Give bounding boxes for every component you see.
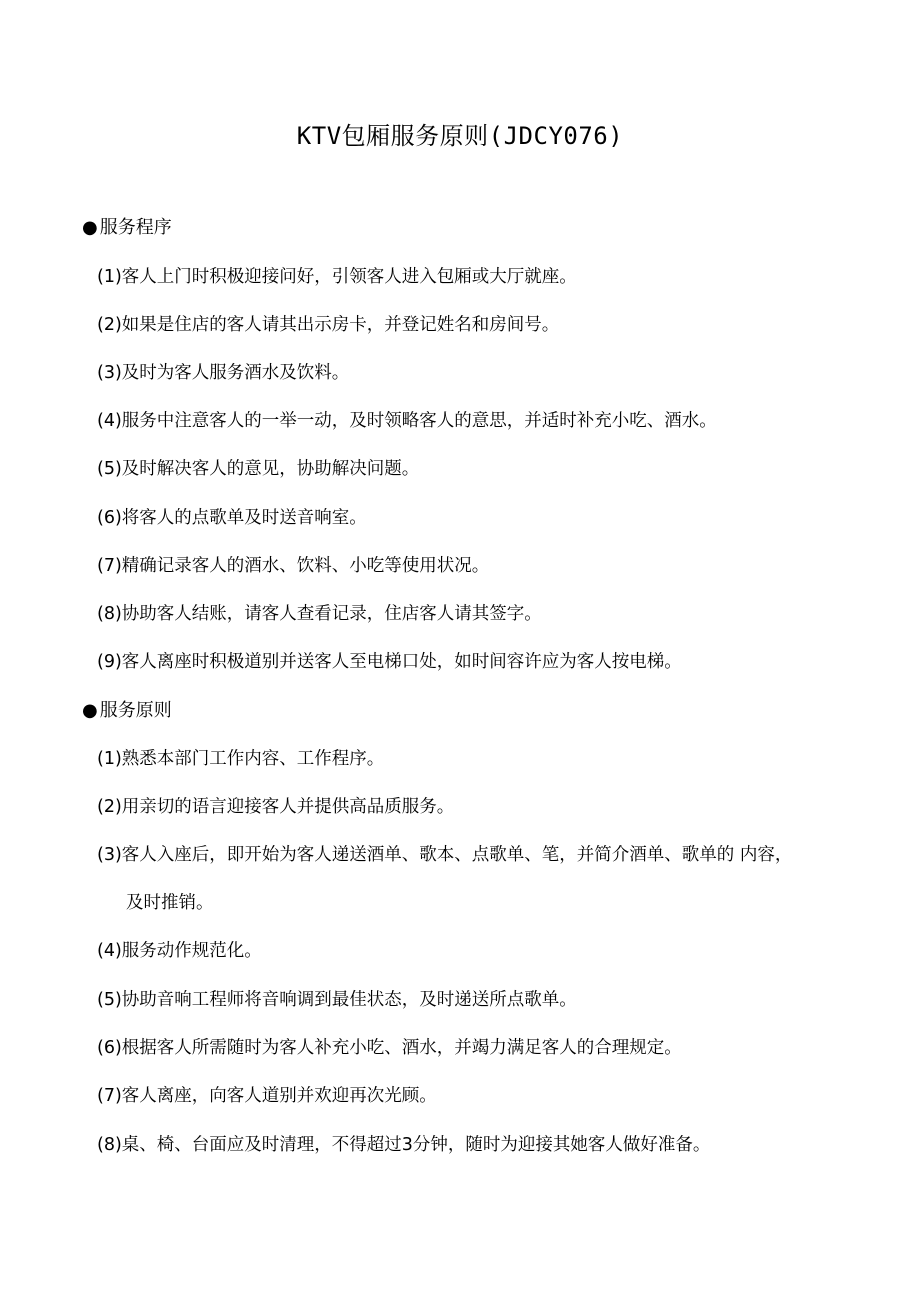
- list-item: (1)熟悉本部门工作内容、工作程序。: [97, 749, 385, 769]
- list-item: (8)协助客人结账，请客人查看记录，住店客人请其签字。: [97, 604, 542, 624]
- bullet-icon: ●: [82, 217, 98, 238]
- list-item: (5)及时解决客人的意见，协助解决问题。: [97, 459, 420, 479]
- document-title: KTV包厢服务原则(JDCY076): [296, 122, 624, 150]
- list-item: (7)精确记录客人的酒水、饮料、小吃等使用状况。: [97, 556, 490, 576]
- list-item-continuation: 及时推销。: [126, 893, 214, 913]
- list-item: (3)客人入座后，即开始为客人递送酒单、歌本、点歌单、笔，并简介酒单、歌单的 内容，: [97, 845, 793, 865]
- list-item: (2)用亲切的语言迎接客人并提供高品质服务。: [97, 797, 455, 817]
- list-item: (4)服务中注意客人的一举一动，及时领略客人的意思，并适时补充小吃、酒水。: [97, 411, 717, 431]
- list-item: (5)协助音响工程师将音响调到最佳状态，及时递送所点歌单。: [97, 990, 577, 1010]
- list-item: (2)如果是住店的客人请其出示房卡，并登记姓名和房间号。: [97, 315, 560, 335]
- bullet-icon: ●: [82, 700, 98, 721]
- list-item: (9)客人离座时积极道别并送客人至电梯口处，如时间容许应为客人按电梯。: [97, 652, 682, 672]
- list-item: (6)将客人的点歌单及时送音响室。: [97, 508, 367, 528]
- list-item: (8)桌、椅、台面应及时清理，不得超过3分钟，随时为迎接其她客人做好准备。: [97, 1135, 711, 1155]
- section-heading-label: 服务原则: [99, 700, 172, 721]
- section-heading-label: 服务程序: [99, 217, 172, 238]
- list-item: (1)客人上门时积极迎接问好，引领客人进入包厢或大厅就座。: [97, 267, 577, 287]
- section-heading-procedure: [82, 214, 172, 242]
- section-heading-principles: [82, 697, 172, 725]
- list-item: (4)服务动作规范化。: [97, 941, 262, 961]
- list-item: (3)及时为客人服务酒水及饮料。: [97, 363, 350, 383]
- list-item: (7)客人离座，向客人道别并欢迎再次光顾。: [97, 1086, 437, 1106]
- list-item: (6)根据客人所需随时为客人补充小吃、酒水，并竭力满足客人的合理规定。: [97, 1038, 682, 1058]
